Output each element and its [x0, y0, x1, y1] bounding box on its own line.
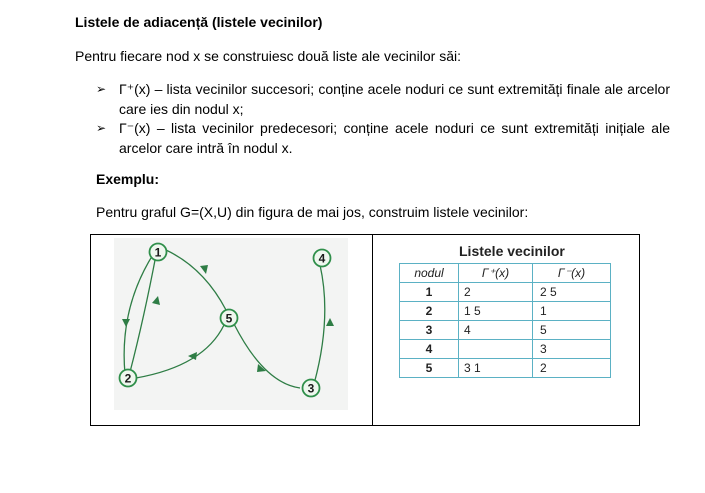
intro-paragraph: Pentru fiecare nod x se construiesc două liste ale vecinilor săi:: [75, 48, 461, 64]
predecessors-cell: 2 5: [533, 283, 611, 302]
successors-cell: 2: [459, 283, 533, 302]
edge-5-1: [166, 250, 226, 310]
table-row: [400, 321, 611, 340]
successors-cell: [459, 340, 533, 359]
svg-text:4: 4: [318, 251, 326, 266]
edge-1-2: [124, 253, 154, 374]
node-cell: 1: [400, 283, 459, 302]
predecessors-cell: 3: [533, 340, 611, 359]
edge-5-3: [234, 324, 300, 388]
arrowhead: [200, 265, 208, 274]
arrow-bullet-icon: ➢: [96, 82, 107, 96]
table-header-row: [400, 264, 611, 283]
table-row: [400, 359, 611, 378]
svg-text:3: 3: [307, 381, 315, 396]
column-header-node: nodul: [400, 264, 459, 283]
arrow-bullet-icon: ➢: [96, 121, 107, 135]
node-cell: 4: [400, 340, 459, 359]
arrowhead: [152, 296, 160, 305]
node-cell: 5: [400, 359, 459, 378]
node-1: [150, 244, 167, 261]
predecessors-cell: 5: [533, 321, 611, 340]
node-3: [303, 380, 320, 397]
bullet-successors: [96, 79, 670, 119]
edge-3-4: [314, 265, 325, 384]
successors-cell: 4: [459, 321, 533, 340]
svg-text:1: 1: [154, 245, 162, 260]
bullet-predecessors-text: Γ⁻(x) – lista vecinilor predecesori; conține acele noduri ce sunt extremități inițiale ale arcelor care intră în nodul x.: [119, 120, 670, 156]
page-title: Listele de adiacență (listele vecinilor): [75, 14, 323, 30]
edge-2-5: [136, 325, 224, 378]
graph-svg: [114, 238, 348, 410]
table-row: [400, 283, 611, 302]
bullet-predecessors: [96, 118, 670, 158]
bullet-successors-text: Γ⁺(x) – lista vecinilor succesori; conține acele noduri ce sunt extremități finale ale arcelor care ies din nodul x;: [119, 81, 670, 117]
successors-cell: 1 5: [459, 302, 533, 321]
example-description: Pentru graful G=(X,U) din figura de mai jos, construim listele vecinilor:: [96, 204, 529, 220]
arrowhead: [326, 318, 334, 326]
example-figure-frame: [90, 234, 640, 426]
arrowhead: [122, 319, 130, 327]
table-row: [400, 340, 611, 359]
example-label: Exemplu:: [96, 171, 160, 187]
figure-divider: [372, 235, 373, 425]
node-cell: 2: [400, 302, 459, 321]
svg-text:2: 2: [124, 371, 132, 386]
node-2: [120, 370, 137, 387]
neighbors-table-title: Listele vecinilor: [459, 243, 565, 259]
column-header-successors: Γ⁺(x): [459, 264, 533, 283]
node-4: [314, 250, 331, 267]
node-5: [221, 310, 238, 327]
node-cell: 3: [400, 321, 459, 340]
svg-text:5: 5: [225, 311, 233, 326]
graph-figure: [114, 238, 348, 410]
predecessors-cell: 2: [533, 359, 611, 378]
table-row: [400, 302, 611, 321]
neighbors-table: [399, 263, 611, 378]
predecessors-cell: 1: [533, 302, 611, 321]
column-header-predecessors: Γ⁻(x): [533, 264, 611, 283]
successors-cell: 3 1: [459, 359, 533, 378]
